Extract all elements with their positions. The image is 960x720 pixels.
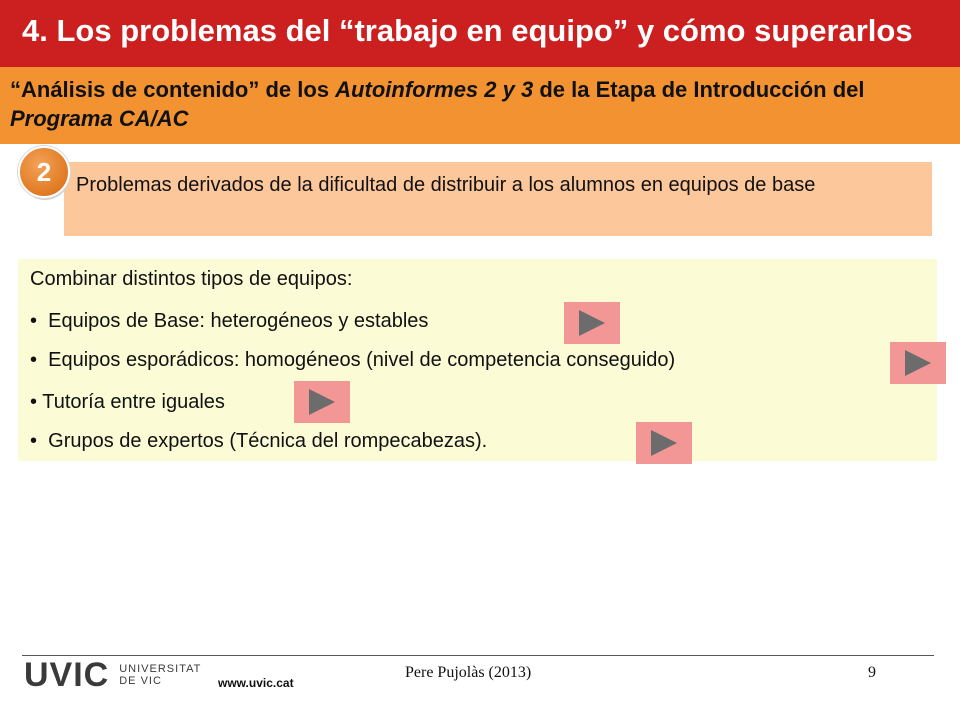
content-heading-text: Combinar distintos tipos de equipos: — [30, 268, 353, 290]
bullet: • — [30, 310, 38, 332]
subtitle-part-3: de la Etapa de Introducción del — [533, 77, 865, 102]
list-item-text: Equipos esporádicos: homogéneos (nivel de competencia conseguido) — [48, 349, 676, 371]
author-text: Pere Pujolàs (2013) — [405, 664, 532, 681]
logo-wordmark: UVIC — [24, 656, 110, 694]
play-button-equipos-base[interactable] — [564, 302, 620, 344]
play-button-expertos[interactable] — [636, 422, 692, 464]
bullet: • — [30, 430, 38, 452]
list-item — [30, 349, 675, 372]
list-item-text: Tutoría entre iguales — [42, 391, 225, 413]
play-icon — [905, 350, 931, 376]
logo-subtitle — [119, 663, 201, 687]
footer-divider — [22, 655, 934, 656]
problem-text: Problemas derivados de la dificultad de distribuir a los alumnos en equipos de base — [76, 174, 816, 196]
website-link[interactable] — [218, 676, 294, 690]
bullet: • — [30, 349, 38, 371]
problem-number: 2 — [36, 156, 52, 187]
problem-number-badge — [18, 146, 70, 198]
play-icon — [579, 310, 605, 336]
play-button-equipos-esporadicos[interactable] — [890, 342, 946, 384]
list-item — [30, 391, 225, 414]
list-item — [30, 430, 487, 453]
play-icon — [651, 430, 677, 456]
author-credit — [405, 664, 531, 682]
list-item — [30, 310, 428, 333]
logo-line-2: DE VIC — [119, 675, 162, 687]
problem-box — [64, 162, 932, 236]
list-item-text: Grupos de expertos (Técnica del rompecabezas). — [48, 430, 488, 452]
logo-line-1: UNIVERSITAT — [119, 663, 202, 675]
subtitle-part-2: Autoinformes 2 y 3 — [335, 77, 534, 102]
slide-title-text: 4. Los problemas del “trabajo en equipo” y cómo superarlos — [22, 13, 913, 48]
slide-subtitle — [0, 67, 960, 144]
play-icon — [309, 389, 335, 415]
slide-title — [0, 0, 960, 67]
uvic-logo — [24, 656, 202, 694]
content-heading — [30, 268, 352, 291]
page-number-text: 9 — [868, 664, 876, 681]
subtitle-part-4: Programa CA/AC — [10, 106, 189, 131]
page-number — [868, 664, 876, 682]
list-item-text: Equipos de Base: heterogéneos y estables — [48, 310, 429, 332]
bullet: • — [30, 391, 38, 413]
website-link-text: www.uvic.cat — [218, 676, 294, 690]
subtitle-part-1: “Análisis de contenido” de los — [10, 77, 336, 102]
play-button-tutoria[interactable] — [294, 381, 350, 423]
